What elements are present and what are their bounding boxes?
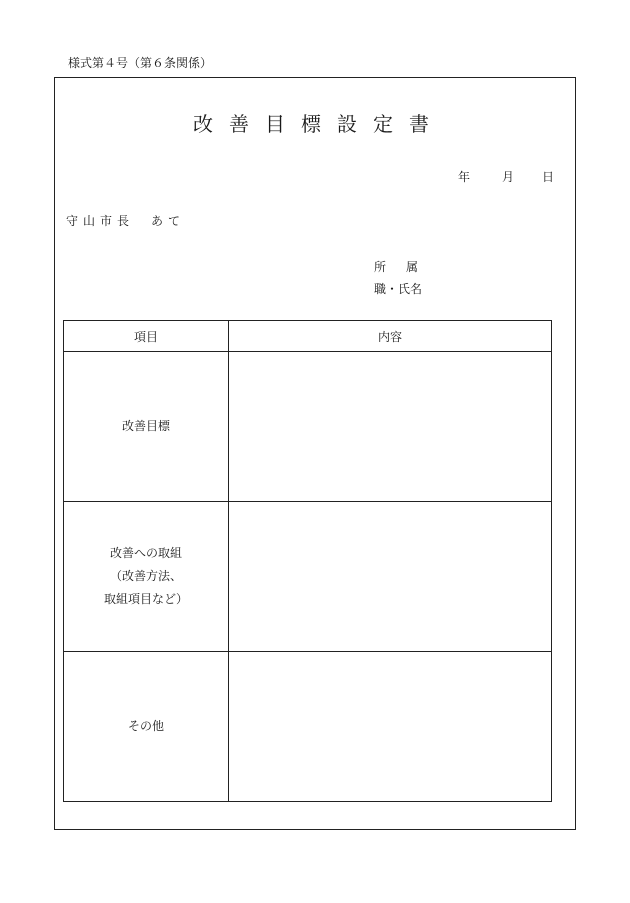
goal-table: [63, 320, 552, 802]
table-row: [64, 502, 552, 652]
document-title: 改善目標設定書: [193, 112, 445, 136]
row-label-line: その他: [127, 719, 164, 733]
date-year-label: 年: [458, 170, 471, 184]
date-day-label: 日: [542, 170, 555, 184]
date-line: [458, 168, 554, 185]
table-header-row: [64, 321, 552, 352]
table-row: [64, 352, 552, 502]
row-label-other: [64, 652, 229, 802]
row-label-line: 改善目標: [121, 419, 170, 433]
header-content: 内容: [229, 321, 552, 352]
row-label-line: （改善方法、: [109, 569, 182, 583]
row-label-line: 取組項目など）: [103, 592, 188, 606]
addressee: 守山市長 あて: [66, 214, 186, 228]
row-content-improvement-goal[interactable]: [229, 352, 552, 502]
row-content-improvement-actions[interactable]: [229, 502, 552, 652]
table-row: [64, 652, 552, 802]
date-month-label: 月: [502, 170, 515, 184]
form-number-label: 様式第４号（第６条関係）: [68, 56, 213, 70]
position-name-label: 職・氏名: [374, 282, 423, 296]
affiliation-label: 所属: [374, 260, 439, 274]
row-content-other[interactable]: [229, 652, 552, 802]
row-label-improvement-goal: [64, 352, 229, 502]
row-label-improvement-actions: [64, 502, 229, 652]
row-label-line: 改善への取組: [109, 546, 182, 560]
header-item: 項目: [64, 321, 229, 352]
